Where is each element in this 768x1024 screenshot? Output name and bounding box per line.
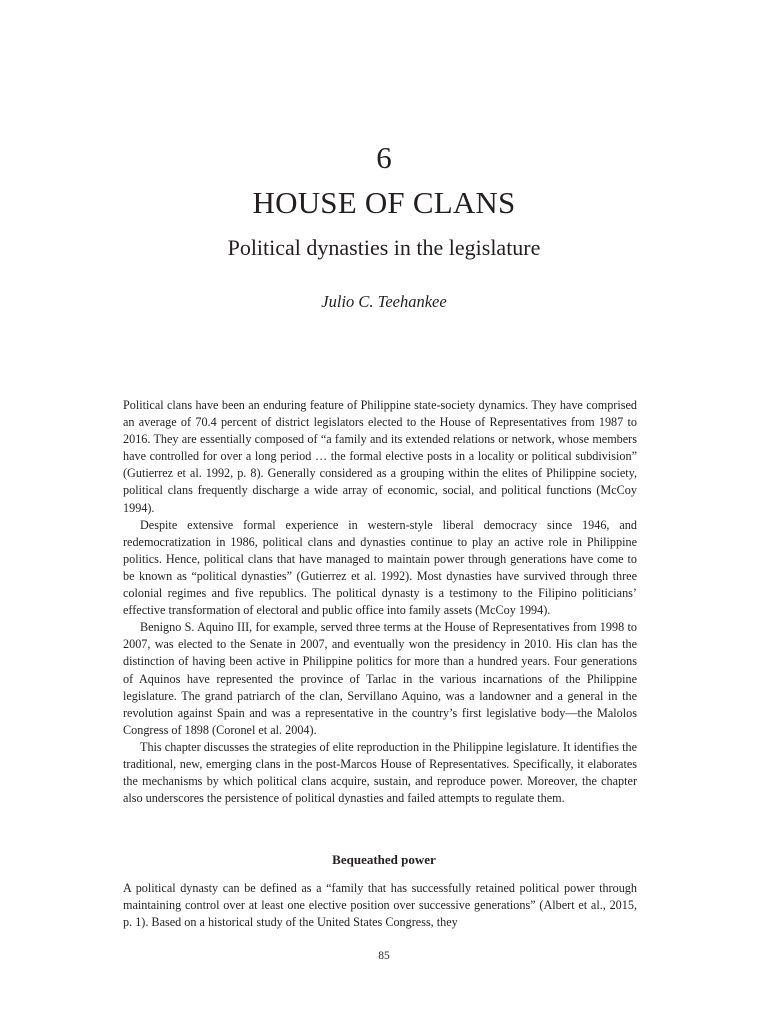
body-paragraph-2: Despite extensive formal experience in western-style liberal democracy since 1946, and redemocratization in 1986, political clans and dynasties continue to play an active role in Philippine politics. Hence, political clans that have managed to maintain power through generations have come to be known as “political dynasties” (Gutierrez et al. 1992). Most dynasties have survived through three colonial regimes and five republics. The political dynasty is a testimony to the Filipino politicians’ effective transformation of electoral and public office into family assets (McCoy 1994). xyxy=(123,517,637,618)
chapter-subtitle: Political dynasties in the legislature xyxy=(227,235,541,260)
section-body xyxy=(123,880,637,931)
chapter-number: 6 xyxy=(376,140,392,175)
body-paragraph-3: Benigno S. Aquino III, for example, served three terms at the House of Representatives from 1998 to 2007, was elected to the Senate in 2007, and eventually won the presidency in 2010. His clan has the distinction of having been active in Philippine politics for more than a hundred years. Four generations of Aquinos have represented the province of Tarlac in the various incarnations of the Philippine legislature. The grand patriarch of the clan, Servillano Aquino, was a landowner and a general in the revolution against Spain and was a representative in the country’s first legislative body—the Malolos Congress of 1898 (Coronel et al. 2004). xyxy=(123,620,637,737)
author-name: Julio C. Teehankee xyxy=(321,292,447,311)
body-paragraph-1: Political clans have been an enduring feature of Philippine state-society dynamics. They have comprised an average of 70.4 percent of district legislators elected to the House of Representatives from 1987 to 2016. They are essentially composed of “a family and its extended relations or network, whose members have controlled for over a long period … the formal elective posts in a locality or political subdivision” (Gutierrez et al. 1992, p. 8). Generally considered as a grouping within the elites of Philippine society, political clans frequently discharge a wide array of economic, social, and political functions (McCoy 1994). xyxy=(123,398,637,515)
chapter-title: HOUSE OF CLANS xyxy=(252,185,516,220)
section-heading: Bequeathed power xyxy=(332,852,436,867)
page-number: 85 xyxy=(378,950,390,962)
section-paragraph: A political dynasty can be defined as a “family that has successfully retained political power through maintaining control over at least one elective position over successive generations” (Albert et al., 2015, p. 1). Based on a historical study of the United States Congress, they xyxy=(123,881,637,930)
chapter-body xyxy=(123,397,637,807)
body-paragraph-4: This chapter discusses the strategies of elite reproduction in the Philippine legislature. It identifies the traditional, new, emerging clans in the post-Marcos House of Representatives. Specifically, it elaborates the mechanisms by which political clans acquire, sustain, and reproduce power. Moreover, the chapter also underscores the persistence of political dynasties and failed attempts to regulate them. xyxy=(123,739,637,806)
